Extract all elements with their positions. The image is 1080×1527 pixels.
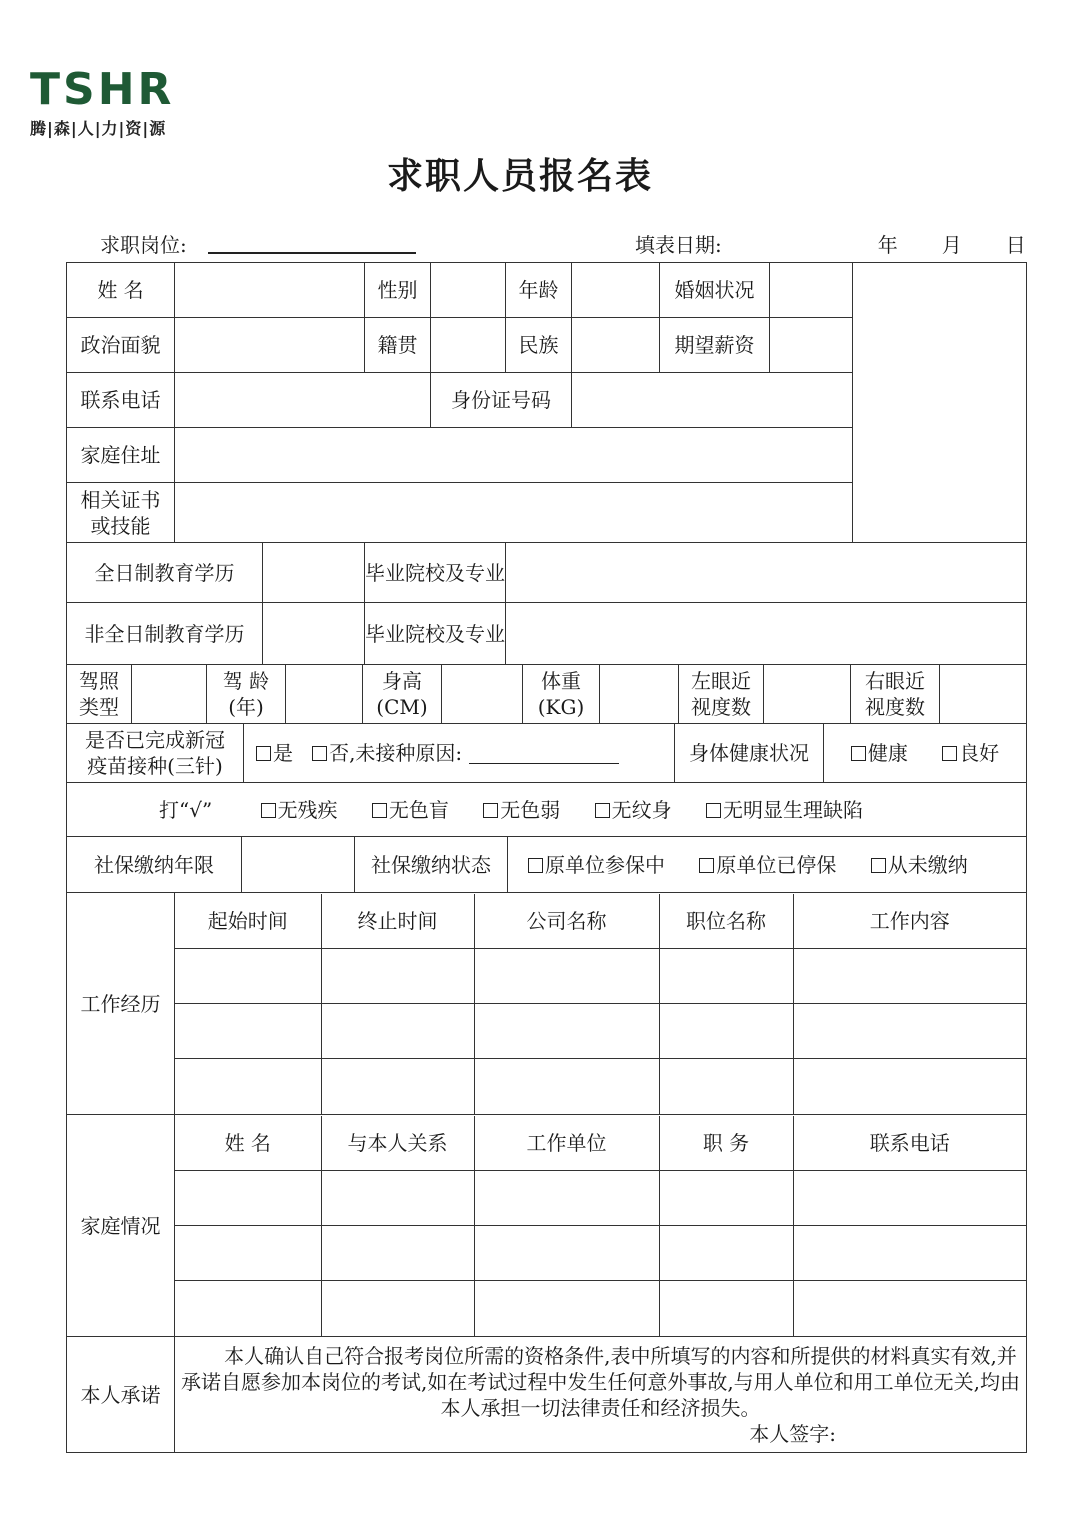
work-cell[interactable]	[321, 1059, 474, 1114]
check-option-4[interactable]	[706, 798, 863, 822]
social-insurance-row	[67, 837, 1026, 892]
health-opt1-label: 健康	[867, 741, 908, 765]
family-cell[interactable]	[474, 1226, 659, 1281]
label-phone: 联系电话	[67, 373, 175, 428]
family-table	[175, 1116, 1026, 1336]
family-header-relation: 与本人关系	[321, 1116, 474, 1171]
driving-label-2: (年)	[228, 695, 264, 719]
form-title: 求职人员报名表	[386, 155, 653, 197]
fulltime-edu-field[interactable]	[263, 543, 365, 603]
vaccine-label-1: 是否已完成新冠	[85, 728, 225, 752]
work-cell[interactable]	[793, 1004, 1026, 1059]
pledge-text: 本人确认自己符合报考岗位所需的资格条件,表中所填写的内容和所提供的材料真实有效,并承诺自愿参加本岗位的考试,如在考试过程中发生任何意外事故,与用人单位和用工单位无关,均由本人承担一切法律责任和经济损失。	[180, 1343, 1021, 1420]
table-row	[175, 1281, 1026, 1336]
vaccine-label-2: 疫苗接种(三针)	[87, 754, 223, 778]
work-header-content: 工作内容	[793, 894, 1026, 949]
family-cell[interactable]	[793, 1171, 1026, 1226]
family-cell[interactable]	[321, 1171, 474, 1226]
check-hint: 打“√”	[159, 797, 213, 822]
table-row	[175, 949, 1026, 1004]
health-options	[824, 724, 1027, 782]
date-day: 日	[1005, 233, 1026, 257]
si-status-options	[508, 837, 1027, 892]
family-cell[interactable]	[659, 1281, 793, 1336]
checkbox-icon[interactable]	[706, 803, 721, 818]
label-pledge: 本人承诺	[67, 1337, 175, 1453]
position-label: 求职岗位:	[100, 233, 187, 257]
position-field[interactable]	[208, 252, 416, 254]
label-height	[363, 665, 442, 723]
family-cell[interactable]	[659, 1226, 793, 1281]
work-cell[interactable]	[175, 1059, 321, 1114]
family-header-employer: 工作单位	[474, 1116, 659, 1171]
checkbox-icon[interactable]	[483, 803, 498, 818]
si-option-0[interactable]	[528, 853, 665, 877]
logo-subtitle: 腾|森|人|力|资|源	[30, 119, 167, 138]
left-eye-label-2: 视度数	[691, 695, 751, 719]
address-field[interactable]	[175, 428, 853, 483]
health-option-healthy[interactable]	[851, 741, 908, 765]
work-cell[interactable]	[793, 949, 1026, 1004]
si-opt-label: 从未缴纳	[887, 852, 968, 877]
date-month: 月	[941, 233, 962, 257]
table-row	[175, 1226, 1026, 1281]
vaccine-yes-option[interactable]	[256, 741, 293, 765]
political-field[interactable]	[175, 318, 365, 373]
vaccine-reason-field[interactable]	[469, 745, 619, 764]
health-option-good[interactable]	[942, 741, 999, 765]
family-cell[interactable]	[321, 1281, 474, 1336]
check-opt-label: 无纹身	[611, 797, 672, 822]
checkbox-icon[interactable]	[312, 746, 327, 761]
check-option-1[interactable]	[372, 798, 449, 822]
phone-field[interactable]	[175, 373, 431, 428]
application-form	[66, 262, 1027, 1453]
label-family: 家庭情况	[67, 1115, 175, 1337]
vaccine-options	[244, 724, 675, 782]
label-parttime-edu: 非全日制教育学历	[67, 603, 263, 665]
driving-label-1: 驾 龄	[222, 669, 270, 693]
check-option-0[interactable]	[261, 798, 338, 822]
photo-box[interactable]	[853, 263, 1027, 543]
label-health: 身体健康状况	[675, 724, 824, 782]
parttime-school-field[interactable]	[506, 603, 1027, 665]
left-eye-label-1: 左眼近	[691, 669, 751, 693]
check-opt-label: 无色盲	[388, 797, 449, 822]
family-cell[interactable]	[474, 1171, 659, 1226]
family-cell[interactable]	[175, 1281, 321, 1336]
check-opt-label: 无残疾	[277, 797, 338, 822]
family-cell[interactable]	[175, 1226, 321, 1281]
work-header-position: 职位名称	[659, 894, 793, 949]
left-eye-field[interactable]	[764, 665, 851, 723]
weight-label-1: 体重	[541, 669, 581, 693]
age-field[interactable]	[572, 263, 660, 318]
si-option-1[interactable]	[699, 853, 836, 877]
work-header-company: 公司名称	[474, 894, 659, 949]
work-cell[interactable]	[474, 949, 659, 1004]
label-si-years: 社保缴纳年限	[67, 837, 242, 892]
label-left-eye	[679, 665, 764, 723]
checkbox-icon[interactable]	[699, 858, 714, 873]
checkbox-icon[interactable]	[942, 746, 957, 761]
weight-label-2: (KG)	[537, 695, 585, 719]
family-cell[interactable]	[321, 1226, 474, 1281]
label-salary: 期望薪资	[660, 318, 770, 373]
id-number-field[interactable]	[572, 373, 853, 428]
cert-label-2: 或技能	[90, 513, 151, 538]
native-field[interactable]	[431, 318, 506, 373]
label-address: 家庭住址	[67, 428, 175, 483]
checkbox-icon[interactable]	[528, 858, 543, 873]
label-political: 政治面貌	[67, 318, 175, 373]
label-ethnic: 民族	[506, 318, 572, 373]
label-certificates	[67, 483, 175, 543]
health-opt2-label: 良好	[959, 741, 1000, 765]
height-label-1: 身高	[382, 669, 422, 693]
work-header-end: 终止时间	[321, 894, 474, 949]
work-header-start: 起始时间	[175, 894, 321, 949]
label-school-major-2: 毕业院校及专业	[365, 603, 506, 665]
work-cell[interactable]	[793, 1059, 1026, 1114]
license-label-1: 驾照	[79, 669, 119, 693]
work-table	[175, 894, 1026, 1114]
label-right-eye	[851, 665, 940, 723]
family-cell[interactable]	[474, 1281, 659, 1336]
salary-field[interactable]	[770, 318, 853, 373]
license-label-2: 类型	[79, 695, 119, 719]
name-field[interactable]	[175, 263, 365, 318]
work-cell[interactable]	[175, 949, 321, 1004]
work-cell[interactable]	[321, 1004, 474, 1059]
family-header-phone: 联系电话	[793, 1116, 1026, 1171]
family-cell[interactable]	[793, 1281, 1026, 1336]
check-option-3[interactable]	[595, 798, 672, 822]
family-cell[interactable]	[793, 1226, 1026, 1281]
work-cell[interactable]	[474, 1004, 659, 1059]
family-header-name: 姓 名	[175, 1116, 321, 1171]
work-cell[interactable]	[321, 949, 474, 1004]
work-cell[interactable]	[659, 1004, 793, 1059]
table-row	[175, 1171, 1026, 1226]
checkbox-icon[interactable]	[261, 803, 276, 818]
work-cell[interactable]	[474, 1059, 659, 1114]
label-id-number: 身份证号码	[431, 373, 572, 428]
certificates-field[interactable]	[175, 483, 853, 543]
label-driving-years	[207, 665, 286, 723]
label-vaccine	[67, 724, 244, 782]
si-option-2[interactable]	[871, 853, 968, 877]
date-label: 填表日期:	[635, 233, 722, 257]
check-option-2[interactable]	[483, 798, 560, 822]
marital-field[interactable]	[770, 263, 853, 318]
right-eye-label-2: 视度数	[865, 695, 925, 719]
work-cell[interactable]	[659, 949, 793, 1004]
cert-label-1: 相关证书	[80, 487, 161, 512]
condition-check-row	[67, 783, 1027, 837]
vaccine-no-option[interactable]	[312, 741, 462, 765]
right-eye-label-1: 右眼近	[865, 669, 925, 693]
si-opt-label: 原单位参保中	[545, 852, 665, 877]
ethnic-field[interactable]	[572, 318, 660, 373]
label-work-experience: 工作经历	[67, 893, 175, 1115]
driving-years-field[interactable]	[286, 665, 363, 723]
checkbox-icon[interactable]	[595, 803, 610, 818]
family-cell[interactable]	[175, 1171, 321, 1226]
label-age: 年龄	[506, 263, 572, 318]
label-gender: 性别	[365, 263, 431, 318]
signature-line[interactable]: 本人签字:	[749, 1421, 837, 1446]
fulltime-school-field[interactable]	[506, 543, 1027, 603]
pledge-block	[175, 1337, 1027, 1453]
family-cell[interactable]	[659, 1171, 793, 1226]
si-opt-label: 原单位已停保	[716, 852, 837, 877]
label-si-status: 社保缴纳状态	[355, 837, 508, 892]
label-name: 姓 名	[67, 263, 175, 318]
right-eye-field[interactable]	[940, 665, 1027, 723]
label-native: 籍贯	[365, 318, 431, 373]
label-license	[67, 665, 132, 723]
family-header-title: 职 务	[659, 1116, 793, 1171]
fill-date	[635, 229, 1026, 258]
height-field[interactable]	[442, 665, 523, 723]
license-field[interactable]	[132, 665, 207, 723]
gender-field[interactable]	[431, 263, 506, 318]
label-weight	[523, 665, 600, 723]
label-fulltime-edu: 全日制教育学历	[67, 543, 263, 603]
work-cell[interactable]	[659, 1059, 793, 1114]
height-label-2: (CM)	[376, 695, 428, 719]
work-cell[interactable]	[175, 1004, 321, 1059]
vaccine-row	[67, 724, 1026, 782]
si-years-field[interactable]	[242, 837, 355, 892]
parttime-edu-field[interactable]	[263, 603, 365, 665]
weight-field[interactable]	[600, 665, 679, 723]
logo-mark: TSHR	[30, 64, 175, 115]
table-row	[175, 1059, 1026, 1114]
company-logo	[30, 64, 175, 139]
label-marital: 婚姻状况	[660, 263, 770, 318]
checkbox-icon[interactable]	[871, 858, 886, 873]
checkbox-icon[interactable]	[851, 746, 866, 761]
vaccine-no-label: 否,未接种原因:	[329, 741, 463, 765]
checkbox-icon[interactable]	[372, 803, 387, 818]
check-opt-label: 无色弱	[500, 797, 561, 822]
checkbox-icon[interactable]	[256, 746, 271, 761]
date-year: 年	[877, 233, 898, 257]
check-opt-label: 无明显生理缺陷	[723, 797, 863, 822]
table-row	[175, 1004, 1026, 1059]
physical-row	[67, 665, 1026, 723]
vaccine-yes-label: 是	[273, 741, 293, 765]
label-school-major: 毕业院校及专业	[365, 543, 506, 603]
